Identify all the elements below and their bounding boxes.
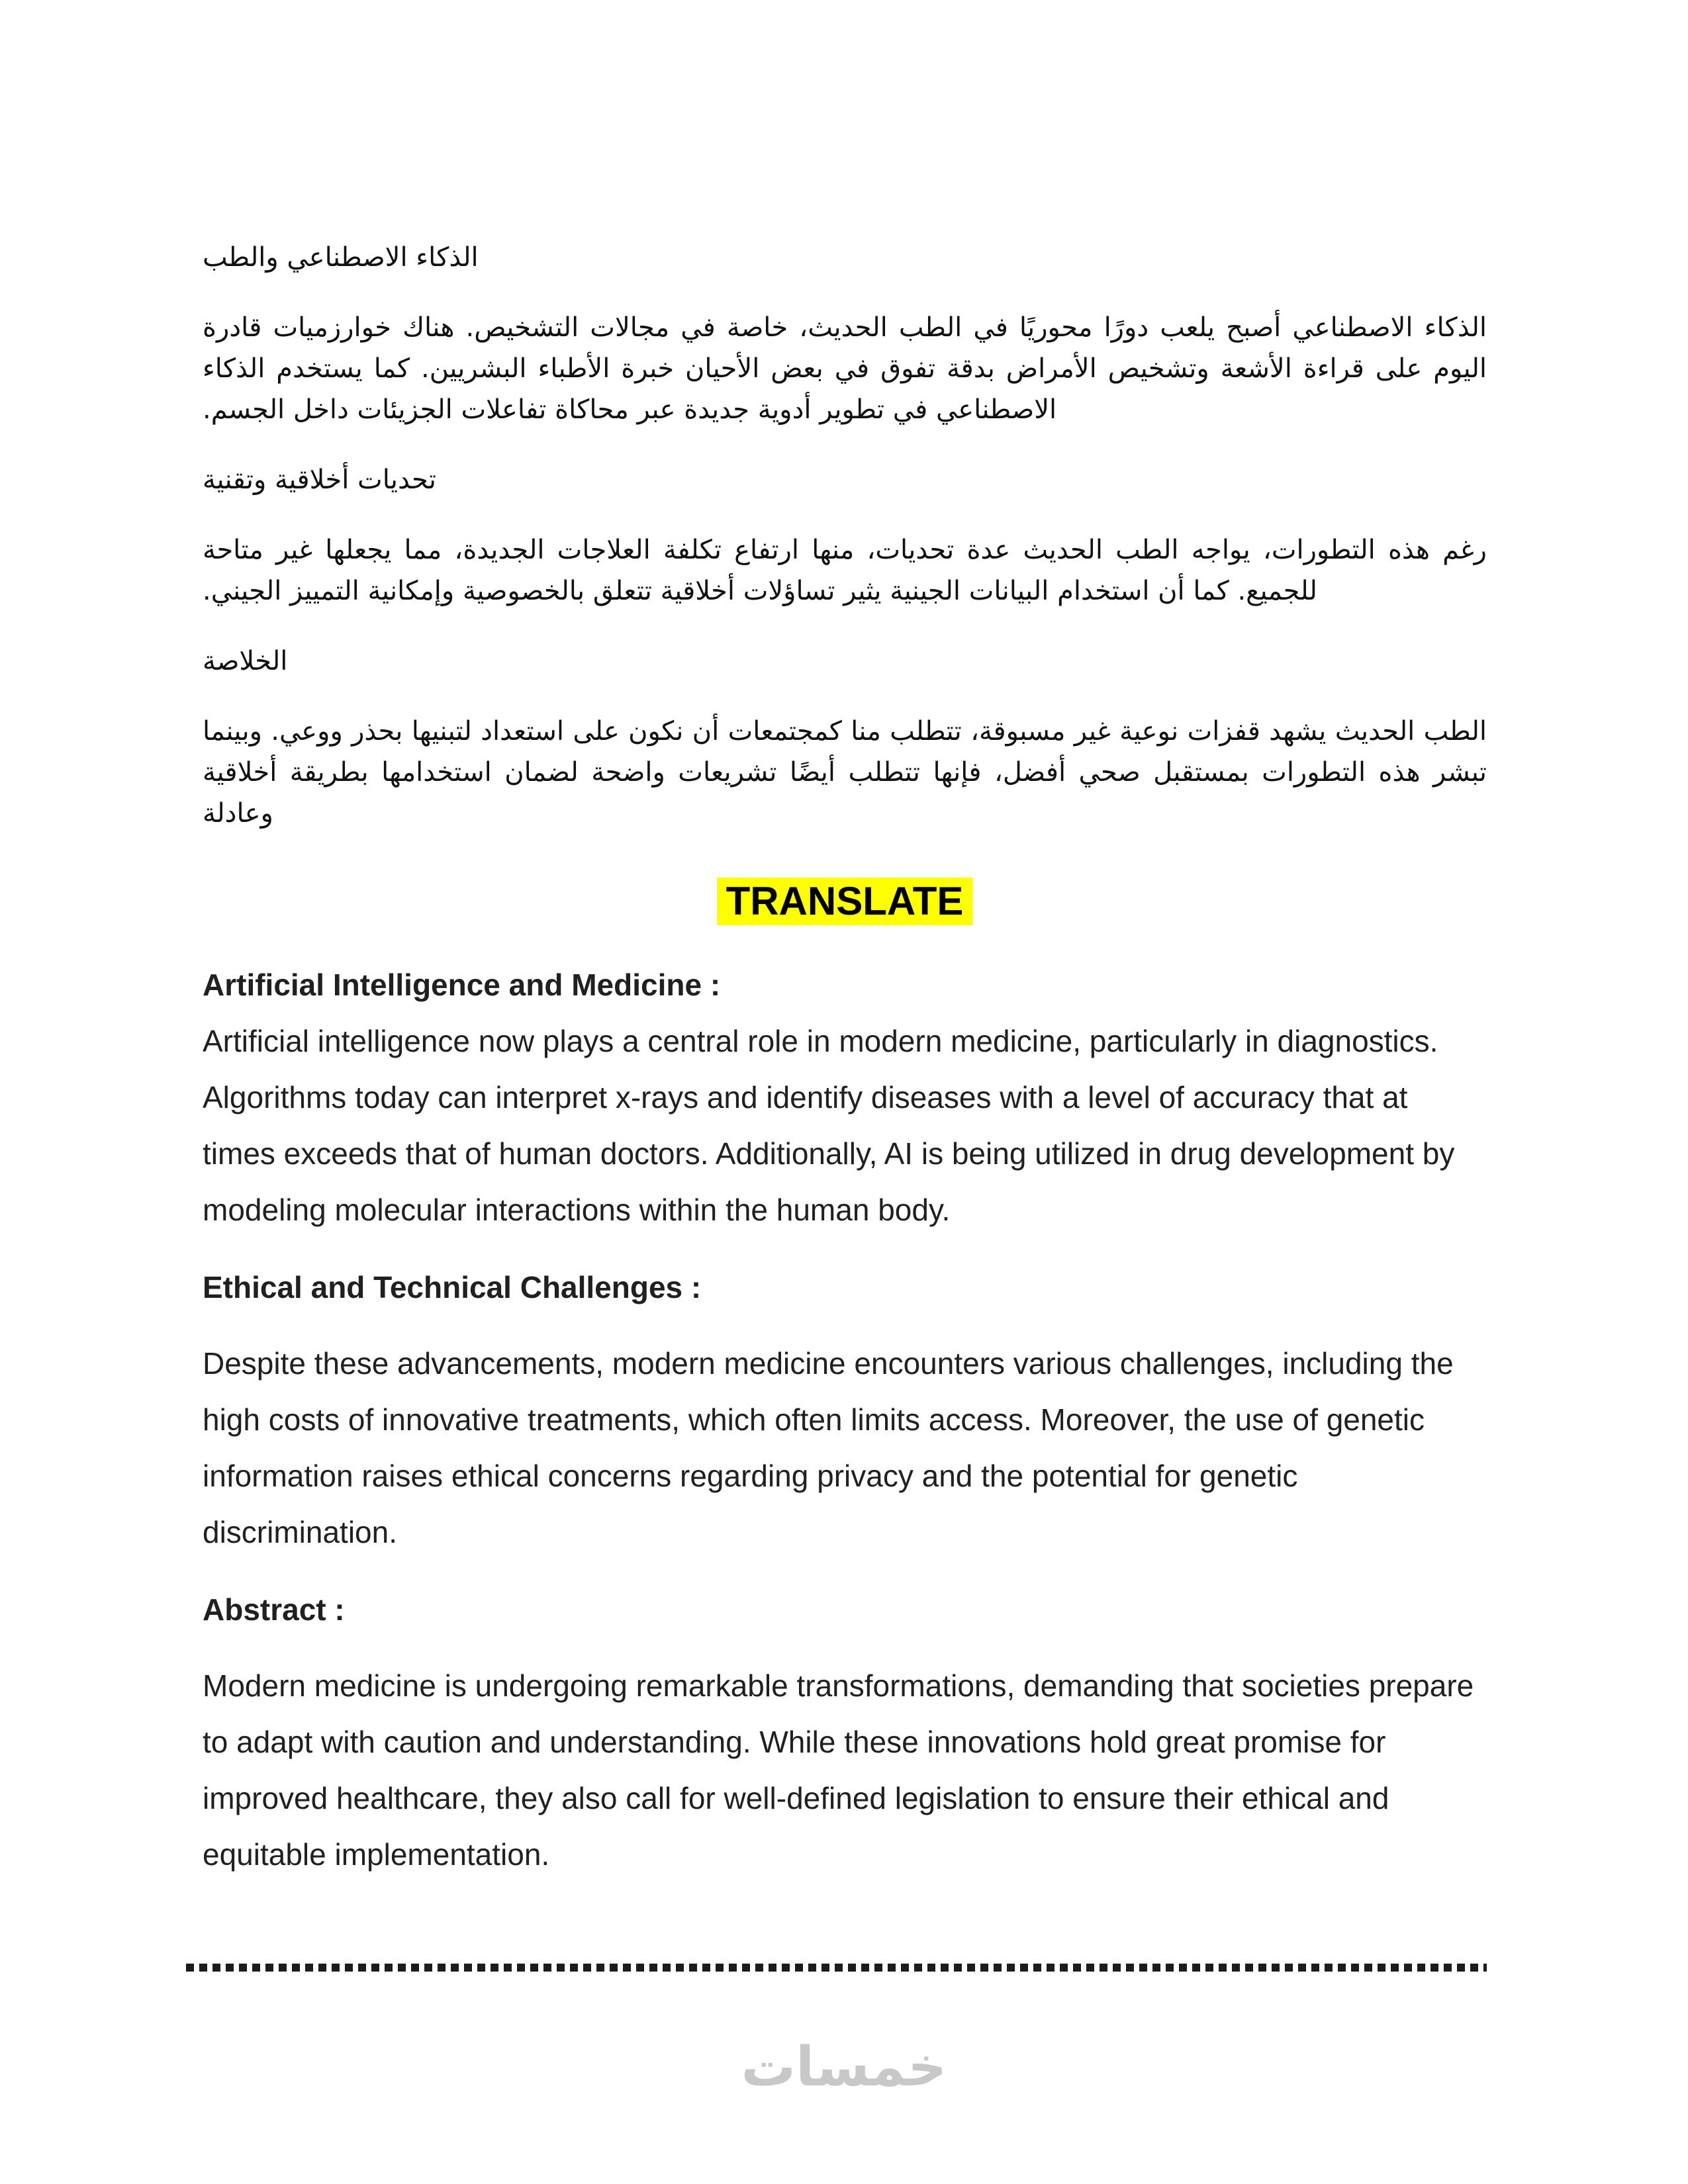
english-heading-abstract: Abstract : (203, 1592, 345, 1627)
arabic-summary-paragraph: الطب الحديث يشهد قفزات نوعية غير مسبوقة، تتطلب منا كمجتمعات أن نكون على استعداد لتبنيها بحذر ووعي. وبينما تبشر هذه التطورات بمستقبل صحي أفضل، فإنها تتطلب أيضًا تشريعات واضحة لضمان استخدامها بطريقة أخلاقية وعادلة (203, 716, 1487, 829)
english-paragraph-abstract: Modern medicine is undergoing remarkable transformations, demanding that societies prepare to adapt with caution and understanding. While these innovations hold great promise for improved healthcare, they also call for well-defined legislation to ensure their ethical and equitable implementation. (203, 1668, 1474, 1872)
dotted-separator (186, 1964, 1487, 1972)
arabic-intro-paragraph: الذكاء الاصطناعي أصبح يلعب دورًا محوريًا في الطب الحديث، خاصة في مجالات التشخيص. هناك خوارزميات قادرة اليوم على قراءة الأشعة وتشخيص الأمراض بدقة تفوق في بعض الأحيان خبرة الأطباء البشريين. كما يستخدم الذكاء الاصطناعي في تطوير أدوية جديدة عبر محاكاة تفاعلات الجزيئات داخل الجسم. (203, 312, 1487, 425)
english-heading-ai-medicine: Artificial Intelligence and Medicine : (203, 968, 721, 1002)
arabic-challenges-paragraph: رغم هذه التطورات، يواجه الطب الحديث عدة تحديات، منها ارتفاع تكلفة العلاجات الجديدة، مما يجعلها غير متاحة للجميع. كما أن استخدام البيانات الجينية يثير تساؤلات أخلاقية تتعلق بالخصوصية وإمكانية التمييز الجيني. (203, 535, 1487, 606)
arabic-summary-heading: الخلاصة (203, 646, 288, 676)
english-section-challenges (203, 1259, 1487, 1561)
english-section-abstract (203, 1582, 1487, 1883)
english-paragraph-challenges: Despite these advancements, modern medicine encounters various challenges, including the high costs of innovative treatments, which often limits access. Moreover, the use of genetic information raises ethical concerns regarding privacy and the potential for genetic discrimination. (203, 1346, 1454, 1549)
translate-heading: TRANSLATE (717, 878, 973, 925)
english-heading-challenges: Ethical and Technical Challenges : (203, 1270, 702, 1304)
arabic-challenges-heading: تحديات أخلاقية وتقنية (203, 465, 436, 495)
arabic-title: الذكاء الاصطناعي والطب (203, 242, 479, 273)
english-section-ai-medicine (203, 957, 1487, 1238)
watermark-logo: خمسات (741, 2036, 947, 2099)
english-section (203, 957, 1487, 1883)
english-paragraph-ai-medicine: Artificial intelligence now plays a central role in modern medicine, particularly in diagnostics. Algorithms today can interpret x-rays and identify diseases with a level of accuracy that at times exceeds that of human doctors. Additionally, AI is being utilized in drug development by modeling molecular interactions within the human body. (203, 1024, 1455, 1227)
arabic-section (203, 237, 1487, 834)
translate-banner (203, 878, 1487, 925)
